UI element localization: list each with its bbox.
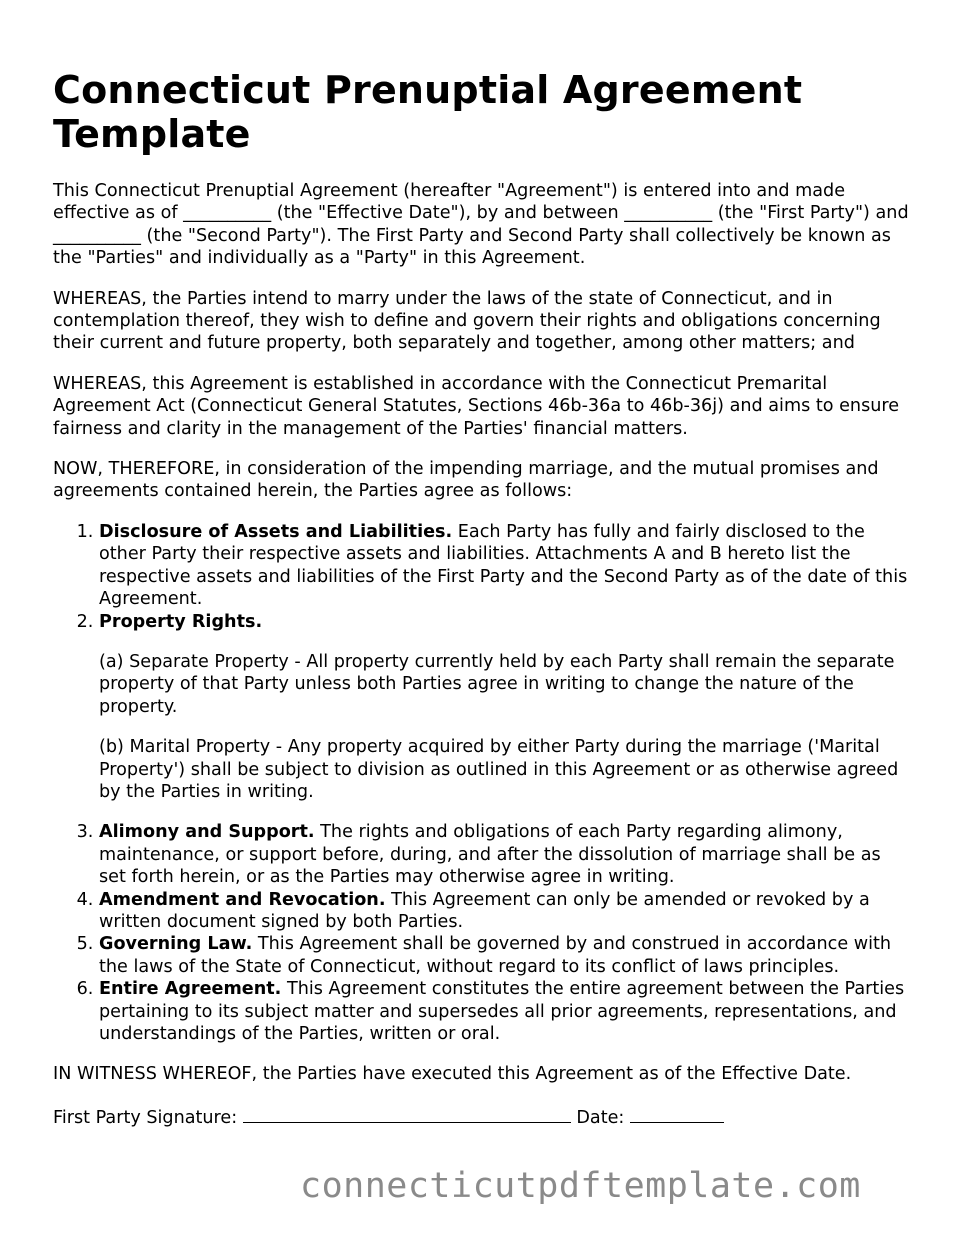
watermark-text: connecticutpdftemplate.com xyxy=(300,1166,861,1206)
clause-text: The rights and obligations of each Party regarding alimony, maintenance, or support before, during, and after the dissolution of marriage shall be as set forth herein, or as the Parties may otherwise agree in writing. xyxy=(99,822,881,888)
signature-label: First Party Signature: xyxy=(53,1107,238,1128)
clause-heading: Property Rights. xyxy=(99,611,263,632)
clause-subsection-a: (a) Separate Property - All property currently held by each Party shall remain the separate property of that Party unless both Parties agree in writing to change the nature of the property. xyxy=(99,651,895,717)
document-title: Connecticut Prenuptial Agreement Template xyxy=(53,68,803,156)
clause-item xyxy=(99,821,913,888)
whereas-paragraph-1: WHEREAS, the Parties intend to marry under the laws of the state of Connecticut, and in contemplation thereof, they wish to define and govern their rights and obligations concerning their current and future property, both separately and together, among other matters; and xyxy=(53,288,881,354)
date-blank[interactable] xyxy=(630,1104,724,1123)
clause-item xyxy=(99,933,913,978)
whereas-paragraph-2: WHEREAS, this Agreement is established in accordance with the Connecticut Premarital Agreement Act (Connecticut General Statutes, Sections 46b-36a to 46b-36j) and aims to ensure fairness and clarity in the management of the Parties' financial matters. xyxy=(53,373,900,439)
clause-item xyxy=(99,889,913,934)
clause-heading: Amendment and Revocation. xyxy=(99,889,386,910)
clause-text: Each Party has fully and fairly disclosed to the other Party their respective assets and liabilities. Attachments A and B hereto list the respective assets and liabilities of the First Party and the Second Party as of the date of this Agreement. xyxy=(99,521,908,610)
witness-paragraph: IN WITNESS WHEREOF, the Parties have executed this Agreement as of the Effective Date. xyxy=(53,1064,852,1085)
clause-heading: Entire Agreement. xyxy=(99,979,282,1000)
clause-heading: Disclosure of Assets and Liabilities. xyxy=(99,521,453,542)
clause-item xyxy=(99,611,913,804)
clause-heading: Alimony and Support. xyxy=(99,822,315,843)
clause-item xyxy=(99,521,913,611)
clause-heading: Governing Law. xyxy=(99,934,253,955)
now-therefore-paragraph: NOW, THEREFORE, in consideration of the impending marriage, and the mutual promises and agreements contained herein, the Parties agree as follows: xyxy=(53,459,879,502)
clause-text: This Agreement shall be governed by and construed in accordance with the laws of the State of Connecticut, without regard to its conflict of laws principles. xyxy=(99,934,892,977)
clause-subsection-b: (b) Marital Property - Any property acquired by either Party during the marriage ('Marital Property') shall be subject to division as outlined in this Agreement or as otherwise agreed by the Parties in writing. xyxy=(99,737,899,802)
clause-item xyxy=(99,978,913,1045)
clause-text: This Agreement constitutes the entire agreement between the Parties pertaining to its subject matter and supersedes all prior agreements, representations, and understandings of the Parties, written or oral. xyxy=(99,979,905,1044)
signature-line xyxy=(53,1104,913,1129)
intro-paragraph: This Connecticut Prenuptial Agreement (hereafter "Agreement") is entered into and made effective as of __________ (the "Effective Date"), by and between __________ (the "First Party") and __________ (the "Second Party"). The First Party and Second Party shall collectively be known as the "Parties" and individually as a "Party" in this Agreement. xyxy=(53,181,909,269)
signature-blank[interactable] xyxy=(243,1104,571,1123)
clause-list xyxy=(53,521,913,1046)
clause-text: This Agreement can only be amended or revoked by a written document signed by both Parties. xyxy=(99,889,870,932)
document-page xyxy=(53,68,913,1129)
date-label: Date: xyxy=(576,1107,625,1128)
